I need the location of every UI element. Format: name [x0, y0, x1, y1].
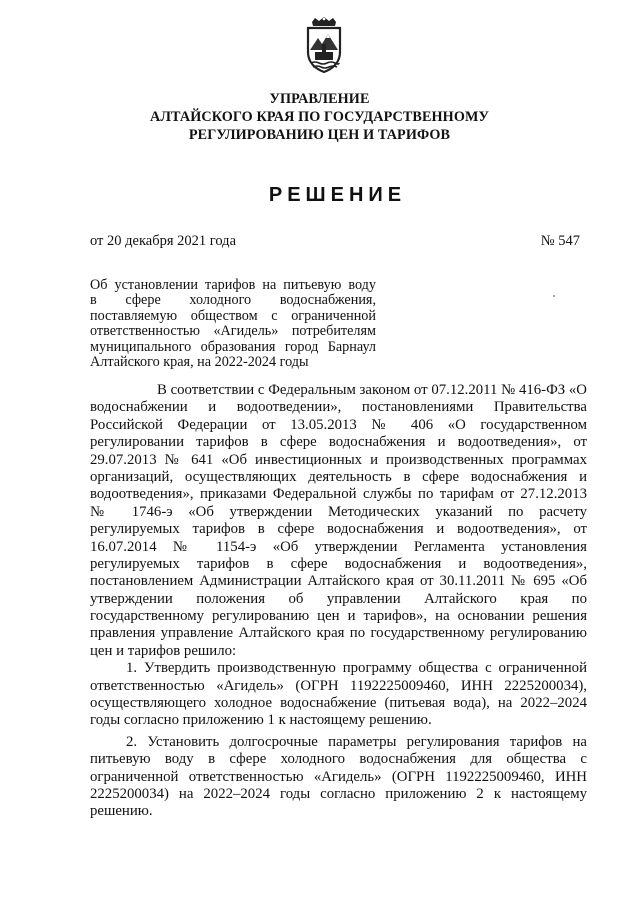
body-line: утверждении положения об управлении Алтайского края по [90, 590, 587, 607]
body-line: решению. [90, 803, 153, 820]
body-line: 2. Установить долгосрочные параметры регулирования тарифов на [126, 733, 587, 750]
body-line: 16.07.2014 № 1154-э «Об утверждении Регламента установления [90, 538, 587, 555]
document-title: РЕШЕНИЕ [268, 184, 407, 206]
body-line: правления управление Алтайского края по государственному регулированию [90, 625, 587, 642]
altai-krai-coat-of-arms-icon [302, 16, 346, 74]
body-line: годы согласно приложению 1 к настоящему решению. [90, 712, 432, 729]
body-line: № 1746-э «Об утверждении Методических указаний по расчету [90, 503, 587, 520]
subject-line: в сфере холодного водоснабжения, [90, 292, 376, 309]
document-body [90, 382, 587, 821]
body-line: регулируемых тарифов в сфере водоснабжения и водоотведения», от [90, 521, 587, 538]
body-line: регулируемых тарифов в сфере водоснабжения и водоотведения», [90, 555, 587, 572]
body-line: водоотведения», приказами Федеральной службы по тарифам от 27.12.2013 [90, 486, 587, 503]
body-line: ограниченной ответственностью «Агидель» (ОГРН 1192225009460, ИНН [90, 768, 587, 785]
body-line: постановлением Администрации Алтайского края от 30.11.2011 № 695 «Об [90, 573, 587, 590]
agency-line: РЕГУЛИРОВАНИЮ ЦЕН И ТАРИФОВ [188, 127, 451, 143]
body-line: цен и тарифов решило: [90, 642, 237, 659]
body-line: регулировании тарифов в сфере водоснабжения и водоотведения», от [90, 434, 587, 451]
body-line: ответственностью «Агидель» (ОГРН 1192225009460, ИНН 2225200034), [90, 677, 587, 694]
agency-line: УПРАВЛЕНИЕ [269, 91, 370, 107]
subject-line: поставляемую обществом с ограниченной [90, 307, 376, 324]
agency-name [0, 90, 639, 144]
body-line: организаций, осуществляющих деятельность в сфере водоснабжения и [90, 468, 587, 485]
body-line: осуществляющего холодное водоснабжение (питьевая вода), на 2022–2024 [90, 695, 587, 712]
body-line: государственному регулированию цен и тарифов», на основании решения [90, 608, 587, 625]
document-date: от 20 декабря 2021 года [90, 233, 236, 249]
body-line: Российской Федерации от 13.05.2013 № 406 «О государственном [90, 416, 587, 433]
subject-line: Алтайского края, на 2022-2024 годы [90, 353, 309, 370]
preamble-paragraph [90, 382, 587, 660]
body-line: В соответствии с Федеральным законом от 07.12.2011 № 416-ФЗ «О [157, 382, 587, 398]
subject-line: ответственностью «Агидель» потребителям [90, 323, 376, 340]
body-line: водоснабжении и водоотведении», постановлениями Правительства [90, 399, 587, 416]
body-line: 2225200034) на 2022–2024 годы согласно приложению 2 к настоящему [90, 785, 587, 802]
item-2-paragraph [90, 734, 587, 821]
document-number: № 547 [540, 233, 580, 249]
subject-line: Об установлении тарифов на питьевую воду [90, 277, 376, 293]
item-1-paragraph [90, 660, 587, 730]
body-line: 1. Утвердить производственную программу общества с ограниченной [126, 660, 587, 677]
body-line: 29.07.2013 № 641 «Об инвестиционных и производственных программах [90, 451, 587, 468]
body-line: питьевую воду в сфере холодного водоснабжения для общества с [90, 751, 587, 768]
agency-line: АЛТАЙСКОГО КРАЯ ПО ГОСУДАРСТВЕННОМУ [150, 109, 489, 125]
scan-speck [553, 295, 555, 297]
subject-line: муниципального образования город Барнаул [90, 338, 376, 355]
document-subject [90, 278, 376, 370]
